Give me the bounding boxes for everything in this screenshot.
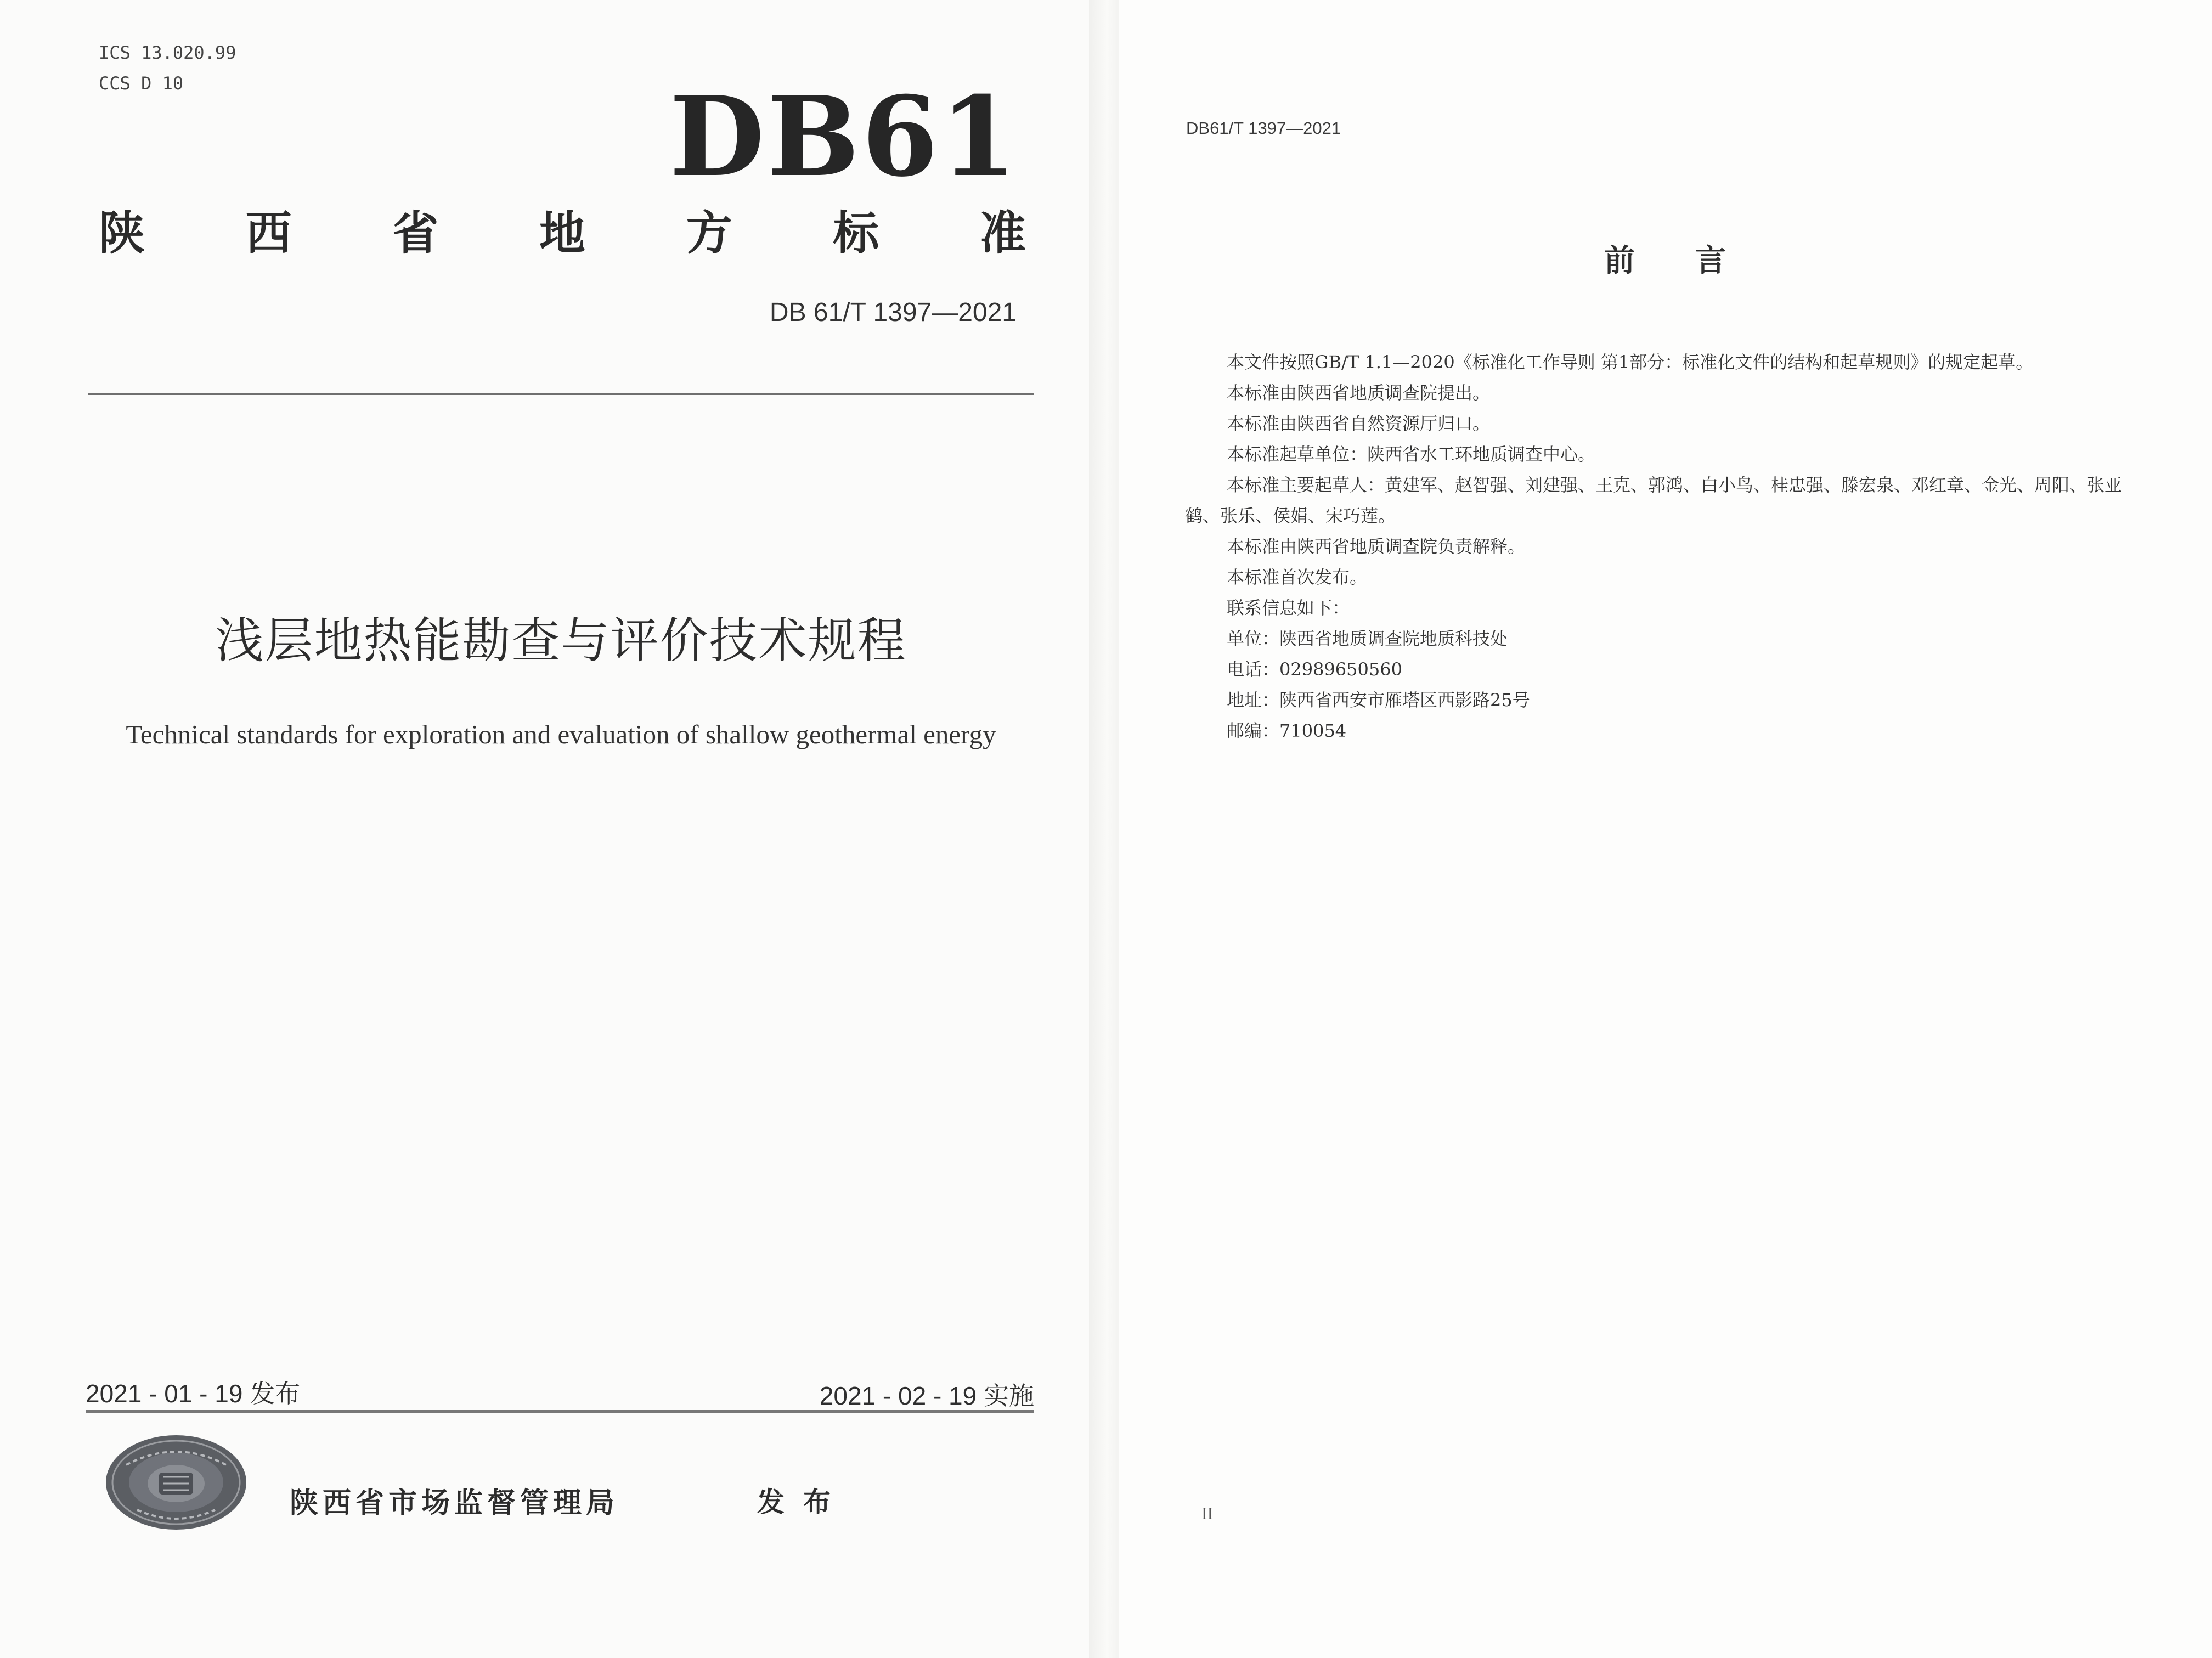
foreword-paragraph: 本标准由陕西省地质调查院负责解释。 bbox=[1227, 536, 1526, 557]
header-standard-code: DB61/T 1397—2021 bbox=[1186, 119, 1341, 138]
seal-emblem-icon bbox=[104, 1433, 248, 1532]
foreword-paragraph: 本标准首次发布。 bbox=[1227, 567, 1368, 588]
ics-code: ICS 13.020.99 bbox=[99, 42, 236, 63]
foreword-paragraph: 本标准由陕西省自然资源厅归口。 bbox=[1227, 413, 1491, 434]
page-gutter bbox=[1089, 0, 1119, 1658]
foreword-heading: 前言 bbox=[1604, 243, 1786, 279]
foreword-body bbox=[1185, 347, 2151, 746]
title-chinese: 浅层地热能勘查与评价技术规程 bbox=[215, 612, 907, 669]
cover-page bbox=[0, 0, 1089, 1658]
page-number: II bbox=[1201, 1503, 1214, 1523]
foreword-paragraph: 本标准起草单位：陕西省水工环地质调查中心。 bbox=[1227, 444, 1596, 465]
publish-label: 发布 bbox=[757, 1486, 849, 1518]
standard-type bbox=[99, 203, 1026, 263]
standard-type-char: 陕 bbox=[99, 206, 145, 260]
standard-type-char: 准 bbox=[979, 206, 1026, 260]
contact-unit: 单位：陕西省地质调查院地质科技处 bbox=[1227, 628, 1508, 649]
divider-top bbox=[88, 393, 1034, 395]
divider-bottom bbox=[86, 1410, 1034, 1413]
standard-type-char: 省 bbox=[392, 206, 439, 260]
standard-type-char: 标 bbox=[833, 206, 879, 260]
standard-type-char: 西 bbox=[245, 206, 292, 260]
db-logo: DB61 bbox=[669, 72, 1019, 201]
foreword-paragraph: 联系信息如下： bbox=[1227, 597, 1350, 618]
contact-postcode: 邮编：710054 bbox=[1227, 720, 1347, 741]
implementation-date: 2021 - 02 - 19 实施 bbox=[819, 1381, 1034, 1410]
foreword-page bbox=[1119, 0, 2212, 1658]
standard-type-char: 方 bbox=[686, 206, 732, 260]
classification-codes bbox=[99, 37, 236, 99]
ccs-code: CCS D 10 bbox=[99, 73, 184, 94]
issue-date: 2021 - 01 - 19 发布 bbox=[86, 1379, 301, 1408]
contact-address: 地址：陕西省西安市雁塔区西影路25号 bbox=[1227, 690, 1530, 710]
standard-code: DB 61/T 1397—2021 bbox=[769, 298, 1017, 327]
standard-type-char: 地 bbox=[539, 206, 585, 260]
publisher-name: 陕西省市场监督管理局 bbox=[290, 1487, 619, 1520]
contact-phone: 电话：02989650560 bbox=[1227, 659, 1402, 680]
title-english: Technical standards for exploration and evaluation of shallow geothermal energy bbox=[126, 719, 996, 749]
foreword-paragraph: 本标准由陕西省地质调查院提出。 bbox=[1227, 382, 1491, 403]
foreword-paragraph: 本文件按照GB/T 1.1—2020《标准化工作导则 第1部分：标准化文件的结构和起草规则》的规定起草。 bbox=[1227, 352, 2034, 373]
foreword-paragraph: 本标准主要起草人：黄建军、赵智强、刘建强、王克、郭鸿、白小鸟、桂忠强、滕宏泉、邓红章、金光、周阳、张亚鹤、张乐、侯娟、宋巧莲。 bbox=[1185, 475, 2123, 526]
